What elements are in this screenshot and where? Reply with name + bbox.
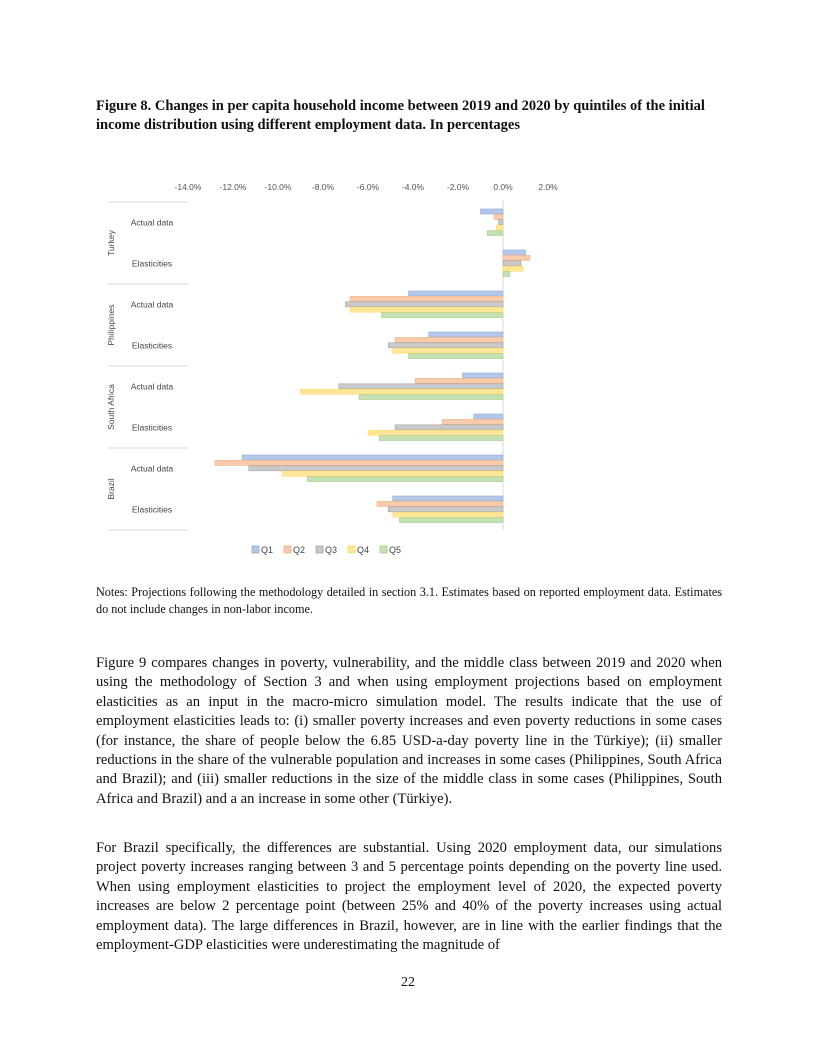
bar-brazil-elasticities-q1 (393, 496, 503, 501)
x-tick-label: 0.0% (493, 182, 513, 192)
x-tick-label: -12.0% (219, 182, 247, 192)
bar-south-africa-elasticities-q3 (395, 425, 503, 430)
subgroup-label: Actual data (130, 381, 174, 392)
bar-south-africa-elasticities-q4 (368, 430, 503, 435)
bar-turkey-elasticities-q5 (503, 272, 510, 277)
bar-south-africa-elasticities-q1 (474, 414, 503, 419)
bar-brazil-actual-data-q3 (249, 466, 503, 471)
x-tick-label: -10.0% (264, 182, 292, 192)
bar-philippines-actual-data-q5 (382, 313, 504, 318)
bar-turkey-elasticities-q4 (503, 266, 523, 271)
x-tick-label: -2.0% (446, 182, 470, 192)
bar-brazil-elasticities-q4 (393, 512, 503, 517)
legend-swatch-q2 (284, 546, 291, 553)
bar-philippines-actual-data-q2 (350, 296, 503, 301)
figure-notes: Notes: Projections following the methodology detailed in section 3.1. Estimates based on reported employment data. Estimates do not include changes in non-labor income. (96, 585, 722, 616)
bar-philippines-elasticities-q5 (409, 354, 504, 359)
bar-brazil-elasticities-q3 (388, 507, 503, 512)
legend-swatch-q3 (316, 546, 323, 553)
x-tick-label: 2.0% (538, 182, 558, 192)
bar-south-africa-actual-data-q2 (415, 378, 503, 383)
bar-philippines-elasticities-q3 (388, 343, 503, 348)
subgroup-label: Elasticities (131, 422, 173, 433)
legend-swatch-q1 (252, 546, 259, 553)
income-change-bar-chart (96, 172, 576, 572)
legend-label-q2: Q2 (293, 545, 306, 555)
bar-brazil-actual-data-q1 (242, 455, 503, 460)
legend-label-q1: Q1 (261, 545, 274, 555)
paragraph-figure-9: Figure 9 compares changes in poverty, vulnerability, and the middle class between 2019 and 2020 when using the methodology of Section 3 and when using employment projections based on employment elasticities as an input in the macro-micro simulation model. The results indicate that the use of employment elasticities leads to: (i) smaller poverty increases and even poverty reductions in some cases (for instance, the share of people below the 6.85 USD-a-day poverty line in the Türkiye); (ii) smaller reductions in the share of the vulnerable population and increases in some cases (Philippines, South Africa and Brazil); and (iii) smaller reductions in the size of the middle class in some cases (Philippines, South Africa and Brazil) and a an increase in some other (Türkiye). (96, 655, 722, 807)
bar-south-africa-actual-data-q3 (339, 384, 503, 389)
figure-title: Figure 8. Changes in per capita household income between 2019 and 2020 by quintiles of the initial income distribution using different employment data. In percentages (96, 98, 705, 133)
bar-turkey-elasticities-q3 (503, 261, 521, 266)
legend-label-q5: Q5 (389, 545, 402, 555)
subgroup-label: Actual data (130, 463, 174, 474)
country-label: Turkey (106, 230, 116, 256)
legend-label-q4: Q4 (357, 545, 370, 555)
bar-brazil-elasticities-q2 (377, 501, 503, 506)
bar-philippines-elasticities-q1 (429, 332, 503, 337)
bar-brazil-actual-data-q5 (307, 477, 503, 482)
country-label: Philippines (106, 304, 116, 346)
subgroup-label: Elasticities (131, 504, 173, 515)
legend-swatch-q4 (348, 546, 355, 553)
x-tick-label: -14.0% (174, 182, 202, 192)
subgroup-label: Elasticities (131, 258, 173, 269)
bar-turkey-actual-data-q2 (494, 214, 503, 219)
bar-philippines-actual-data-q3 (346, 302, 504, 307)
x-tick-label: -6.0% (356, 182, 380, 192)
bar-brazil-actual-data-q2 (215, 460, 503, 465)
bar-brazil-elasticities-q5 (400, 518, 504, 523)
bar-south-africa-actual-data-q4 (301, 389, 504, 394)
bar-south-africa-elasticities-q2 (442, 419, 503, 424)
bar-south-africa-elasticities-q5 (379, 436, 503, 441)
bar-turkey-elasticities-q2 (503, 255, 530, 260)
paragraph-brazil: For Brazil specifically, the differences are substantial. Using 2020 employment data, our simulations project poverty increases ranging between 3 and 5 percentage points depending on the poverty line used. When using employment elasticities to project the employment level of 2020, the expected poverty increases are below 2 percentage point (between 25% and 40% of the poverty increases using actual employment data). The large differences in Brazil, however, are in line with the earlier findings that the employment-GDP elasticities were underestimating the magnitude of (96, 840, 722, 954)
bar-brazil-actual-data-q4 (283, 471, 504, 476)
bar-philippines-actual-data-q1 (409, 291, 504, 296)
legend-label-q3: Q3 (325, 545, 338, 555)
bar-south-africa-actual-data-q1 (463, 373, 504, 378)
subgroup-label: Actual data (130, 299, 174, 310)
bar-philippines-elasticities-q2 (395, 337, 503, 342)
legend-swatch-q5 (380, 546, 387, 553)
bar-turkey-actual-data-q4 (496, 225, 503, 230)
subgroup-label: Actual data (130, 217, 174, 228)
bar-turkey-actual-data-q1 (481, 209, 504, 214)
country-label: Brazil (106, 478, 116, 500)
bar-philippines-actual-data-q4 (350, 307, 503, 312)
x-tick-label: -8.0% (311, 182, 335, 192)
bar-turkey-actual-data-q5 (487, 231, 503, 236)
bar-turkey-actual-data-q3 (499, 220, 504, 225)
subgroup-label: Elasticities (131, 340, 173, 351)
bar-philippines-elasticities-q4 (393, 348, 503, 353)
bar-turkey-elasticities-q1 (503, 250, 526, 255)
x-tick-label: -4.0% (401, 182, 425, 192)
bar-south-africa-actual-data-q5 (359, 395, 503, 400)
country-label: South Africa (106, 384, 116, 430)
page-number: 22 (401, 975, 415, 990)
